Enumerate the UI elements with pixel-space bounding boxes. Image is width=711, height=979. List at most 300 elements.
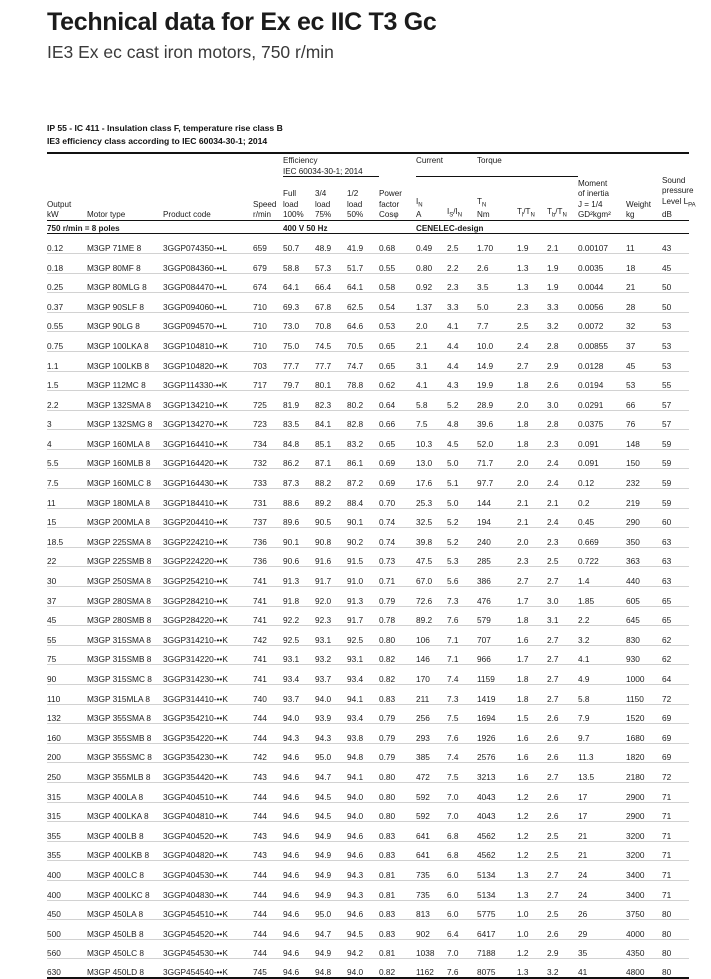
table-row (47, 920, 689, 940)
table-row (47, 822, 689, 842)
cell-efficiency-three-quarter-load: 95.0 (315, 743, 347, 763)
cell-weight-kg: 3200 (626, 822, 662, 842)
cell-efficiency-three-quarter-load: 89.2 (315, 489, 347, 509)
col-header-tn-subscript: N (481, 202, 487, 209)
col-header-tn-symbol: T (477, 196, 482, 206)
cell-sound-pressure-db: 59 (662, 469, 689, 489)
cell-efficiency-half-load: 91.5 (347, 547, 379, 567)
cell-rated-torque: 8075 (477, 959, 517, 979)
table-row (47, 371, 689, 391)
cell-power-factor: 0.70 (379, 489, 416, 509)
cell-efficiency-full-load: 94.6 (283, 782, 315, 802)
cell-rated-current: 641 (416, 841, 447, 861)
cell-motor-type: M3GP 90SLF 8 (87, 293, 163, 313)
cell-current-ratio: 7.1 (447, 626, 477, 646)
cell-product-code: 3GGP354210-••K (163, 704, 253, 724)
table-row (47, 351, 689, 371)
col-header-is-mid: /I (453, 207, 458, 217)
table-row (47, 312, 689, 332)
cell-motor-type: M3GP 355SMC 8 (87, 743, 163, 763)
cell-rated-torque: 7188 (477, 939, 517, 959)
table-row (47, 508, 689, 528)
cell-motor-type: M3GP 400LB 8 (87, 822, 163, 842)
col-header-pf-line2: factor (379, 199, 400, 209)
cell-locked-rotor-torque-ratio: 1.2 (517, 802, 547, 822)
cell-breakdown-torque-ratio: 2.5 (547, 822, 578, 842)
cell-efficiency-full-load: 91.3 (283, 567, 315, 587)
table-row (47, 489, 689, 509)
cell-speed-rpm: 744 (253, 880, 283, 900)
cell-sound-pressure-db: 63 (662, 547, 689, 567)
table-row (47, 293, 689, 313)
cell-motor-type: M3GP 450LA 8 (87, 900, 163, 920)
cell-speed-rpm: 745 (253, 959, 283, 979)
cell-motor-type: M3GP 315MLA 8 (87, 685, 163, 705)
cell-output-kw: 315 (47, 802, 87, 822)
cell-efficiency-half-load: 94.3 (347, 861, 379, 881)
cell-efficiency-three-quarter-load: 94.5 (315, 802, 347, 822)
group-header-row-2 (47, 165, 689, 176)
cell-efficiency-three-quarter-load: 94.5 (315, 782, 347, 802)
cell-output-kw: 315 (47, 782, 87, 802)
cell-current-ratio: 2.2 (447, 253, 477, 273)
cell-speed-rpm: 710 (253, 293, 283, 313)
col-header-tl-subscript: l (521, 212, 524, 219)
cell-sound-pressure-db: 60 (662, 508, 689, 528)
col-header-inertia-line1: Moment (578, 178, 608, 188)
cell-efficiency-half-load: 94.6 (347, 900, 379, 920)
specification-note (47, 122, 687, 149)
cell-speed-rpm: 731 (253, 489, 283, 509)
cell-rated-current: 385 (416, 743, 447, 763)
cell-current-ratio: 7.0 (447, 782, 477, 802)
cell-output-kw: 355 (47, 822, 87, 842)
cell-output-kw: 75 (47, 645, 87, 665)
cell-current-ratio: 7.0 (447, 802, 477, 822)
cell-rated-current: 13.0 (416, 449, 447, 469)
cell-efficiency-half-load: 94.8 (347, 743, 379, 763)
cell-product-code: 3GGP454520-••K (163, 920, 253, 940)
cell-sound-pressure-db: 71 (662, 841, 689, 861)
cell-power-factor: 0.83 (379, 822, 416, 842)
cell-efficiency-full-load: 92.2 (283, 606, 315, 626)
cell-efficiency-half-load: 94.5 (347, 920, 379, 940)
cell-rated-torque: 39.6 (477, 410, 517, 430)
cell-moment-of-inertia: 0.0072 (578, 312, 626, 332)
cell-breakdown-torque-ratio: 2.7 (547, 763, 578, 783)
spec-note-line-1: IP 55 - IC 411 - Insulation class F, temperature rise class B (47, 123, 283, 133)
cell-rated-current: 89.2 (416, 606, 447, 626)
cell-rated-current: 47.5 (416, 547, 447, 567)
cell-sound-pressure-db: 57 (662, 410, 689, 430)
cell-current-ratio: 2.3 (447, 273, 477, 293)
cell-weight-kg: 53 (626, 371, 662, 391)
cell-weight-kg: 1820 (626, 743, 662, 763)
cell-efficiency-three-quarter-load: 80.1 (315, 371, 347, 391)
table-band-row (47, 221, 689, 234)
cell-product-code: 3GGP084360-••L (163, 253, 253, 273)
cell-efficiency-half-load: 93.8 (347, 724, 379, 744)
cell-efficiency-full-load: 94.6 (283, 880, 315, 900)
cell-product-code: 3GGP084470-••L (163, 273, 253, 293)
cell-efficiency-full-load: 79.7 (283, 371, 315, 391)
cell-product-code: 3GGP114330-••K (163, 371, 253, 391)
cell-efficiency-three-quarter-load: 82.3 (315, 391, 347, 411)
cell-efficiency-half-load: 91.3 (347, 587, 379, 607)
cell-motor-type: M3GP 90LG 8 (87, 312, 163, 332)
col-header-weight-line1: Weight (626, 199, 652, 209)
cell-efficiency-half-load: 91.0 (347, 567, 379, 587)
cell-moment-of-inertia: 0.091 (578, 449, 626, 469)
cell-current-ratio: 5.2 (447, 528, 477, 548)
cell-sound-pressure-db: 71 (662, 880, 689, 900)
cell-efficiency-three-quarter-load: 94.7 (315, 920, 347, 940)
col-header-pf-line1: Power (379, 189, 402, 199)
col-header-eff-34-line1: 3/4 (315, 189, 327, 199)
cell-rated-current: 67.0 (416, 567, 447, 587)
cell-power-factor: 0.83 (379, 900, 416, 920)
cell-speed-rpm: 744 (253, 939, 283, 959)
cell-moment-of-inertia: 1.4 (578, 567, 626, 587)
cell-efficiency-full-load: 84.8 (283, 430, 315, 450)
cell-rated-torque: 10.0 (477, 332, 517, 352)
col-header-breakdown-torque (547, 176, 578, 221)
cell-efficiency-full-load: 90.6 (283, 547, 315, 567)
cell-breakdown-torque-ratio: 2.3 (547, 430, 578, 450)
cell-motor-type: M3GP 225SMB 8 (87, 547, 163, 567)
cell-moment-of-inertia: 4.1 (578, 645, 626, 665)
cell-output-kw: 250 (47, 763, 87, 783)
cell-output-kw: 400 (47, 880, 87, 900)
cell-rated-torque: 194 (477, 508, 517, 528)
cell-breakdown-torque-ratio: 2.4 (547, 449, 578, 469)
cell-current-ratio: 7.3 (447, 685, 477, 705)
cell-locked-rotor-torque-ratio: 1.3 (517, 861, 547, 881)
cell-breakdown-torque-ratio: 2.6 (547, 743, 578, 763)
cell-rated-current: 4.1 (416, 371, 447, 391)
cell-product-code: 3GGP284220-••K (163, 606, 253, 626)
cell-locked-rotor-torque-ratio: 2.0 (517, 469, 547, 489)
cell-efficiency-full-load: 93.1 (283, 645, 315, 665)
cell-motor-type: M3GP 450LB 8 (87, 920, 163, 940)
cell-moment-of-inertia: 0.0035 (578, 253, 626, 273)
cell-rated-current: 592 (416, 782, 447, 802)
cell-breakdown-torque-ratio: 2.7 (547, 685, 578, 705)
cell-efficiency-half-load: 94.6 (347, 841, 379, 861)
cell-current-ratio: 6.0 (447, 861, 477, 881)
cell-breakdown-torque-ratio: 2.7 (547, 626, 578, 646)
cell-efficiency-full-load: 91.8 (283, 587, 315, 607)
cell-locked-rotor-torque-ratio: 2.1 (517, 489, 547, 509)
cell-efficiency-half-load: 94.0 (347, 802, 379, 822)
cell-breakdown-torque-ratio: 2.6 (547, 920, 578, 940)
cell-power-factor: 0.81 (379, 861, 416, 881)
cell-breakdown-torque-ratio: 3.2 (547, 959, 578, 979)
cell-efficiency-three-quarter-load: 48.9 (315, 234, 347, 254)
technical-data-table (47, 152, 696, 979)
col-header-eff-full-line1: Full (283, 189, 297, 199)
cell-locked-rotor-torque-ratio: 1.2 (517, 782, 547, 802)
cell-moment-of-inertia: 0.2 (578, 489, 626, 509)
cell-efficiency-full-load: 94.0 (283, 704, 315, 724)
cell-rated-torque: 5134 (477, 861, 517, 881)
col-header-locked-rotor-torque (517, 176, 547, 221)
cell-efficiency-half-load: 88.4 (347, 489, 379, 509)
table-row (47, 430, 689, 450)
cell-current-ratio: 6.0 (447, 880, 477, 900)
cell-moment-of-inertia: 0.722 (578, 547, 626, 567)
cell-moment-of-inertia: 0.12 (578, 469, 626, 489)
cell-efficiency-full-load: 92.5 (283, 626, 315, 646)
cell-sound-pressure-db: 55 (662, 371, 689, 391)
table-row (47, 645, 689, 665)
cell-moment-of-inertia: 17 (578, 782, 626, 802)
group-torque-underline (477, 165, 578, 176)
cell-output-kw: 30 (47, 567, 87, 587)
cell-power-factor: 0.66 (379, 410, 416, 430)
cell-sound-pressure-db: 59 (662, 449, 689, 469)
cell-motor-type: M3GP 315SMA 8 (87, 626, 163, 646)
col-header-is-subscript: S (449, 212, 454, 219)
cell-rated-torque: 5775 (477, 900, 517, 920)
col-header-spl-line2: pressure (662, 186, 694, 196)
cell-moment-of-inertia: 0.00855 (578, 332, 626, 352)
cell-weight-kg: 290 (626, 508, 662, 528)
col-header-eff-34-line3: 75% (315, 210, 332, 219)
cell-breakdown-torque-ratio: 2.7 (547, 861, 578, 881)
cell-efficiency-three-quarter-load: 95.0 (315, 900, 347, 920)
cell-current-ratio: 4.3 (447, 371, 477, 391)
cell-speed-rpm: 703 (253, 351, 283, 371)
table-row (47, 685, 689, 705)
cell-power-factor: 0.68 (379, 234, 416, 254)
cell-breakdown-torque-ratio: 2.5 (547, 900, 578, 920)
cell-rated-current: 17.6 (416, 469, 447, 489)
cell-locked-rotor-torque-ratio: 1.8 (517, 371, 547, 391)
cell-output-kw: 0.18 (47, 253, 87, 273)
cell-power-factor: 0.79 (379, 704, 416, 724)
cell-output-kw: 4 (47, 430, 87, 450)
cell-weight-kg: 440 (626, 567, 662, 587)
cell-weight-kg: 3400 (626, 880, 662, 900)
cell-current-ratio: 7.4 (447, 665, 477, 685)
cell-efficiency-full-load: 69.3 (283, 293, 315, 313)
cell-weight-kg: 2900 (626, 802, 662, 822)
col-header-spl-subscript: PA (688, 202, 696, 209)
cell-power-factor: 0.73 (379, 547, 416, 567)
cell-locked-rotor-torque-ratio: 1.8 (517, 430, 547, 450)
cell-output-kw: 400 (47, 861, 87, 881)
cell-efficiency-three-quarter-load: 92.3 (315, 606, 347, 626)
table-row (47, 606, 689, 626)
cell-product-code: 3GGP314230-••K (163, 665, 253, 685)
cell-product-code: 3GGP164410-••K (163, 430, 253, 450)
cell-locked-rotor-torque-ratio: 1.7 (517, 587, 547, 607)
cell-weight-kg: 45 (626, 351, 662, 371)
cell-sound-pressure-db: 53 (662, 312, 689, 332)
cell-rated-torque: 28.9 (477, 391, 517, 411)
cell-current-ratio: 4.4 (447, 351, 477, 371)
cell-weight-kg: 11 (626, 234, 662, 254)
col-header-tl-mid: /T (523, 207, 531, 217)
cell-power-factor: 0.79 (379, 587, 416, 607)
cell-efficiency-three-quarter-load: 94.3 (315, 724, 347, 744)
cell-locked-rotor-torque-ratio: 2.4 (517, 332, 547, 352)
cell-efficiency-half-load: 93.4 (347, 665, 379, 685)
col-header-sound-pressure (662, 176, 696, 221)
table-row (47, 743, 689, 763)
cell-moment-of-inertia: 1.85 (578, 587, 626, 607)
cell-weight-kg: 4800 (626, 959, 662, 979)
cell-efficiency-three-quarter-load: 94.9 (315, 880, 347, 900)
cell-current-ratio: 5.2 (447, 391, 477, 411)
cell-output-kw: 22 (47, 547, 87, 567)
cell-efficiency-half-load: 91.7 (347, 606, 379, 626)
cell-rated-torque: 4043 (477, 782, 517, 802)
cell-motor-type: M3GP 450LD 8 (87, 959, 163, 979)
cell-moment-of-inertia: 0.0044 (578, 273, 626, 293)
cell-power-factor: 0.80 (379, 763, 416, 783)
cell-efficiency-half-load: 94.6 (347, 822, 379, 842)
cell-rated-current: 146 (416, 645, 447, 665)
table-row (47, 802, 689, 822)
cell-motor-type: M3GP 112MC 8 (87, 371, 163, 391)
table-row (47, 567, 689, 587)
cell-sound-pressure-db: 43 (662, 234, 689, 254)
cell-rated-current: 32.5 (416, 508, 447, 528)
cell-current-ratio: 7.3 (447, 587, 477, 607)
cell-efficiency-three-quarter-load: 91.7 (315, 567, 347, 587)
cell-efficiency-three-quarter-load: 77.7 (315, 351, 347, 371)
cell-power-factor: 0.65 (379, 351, 416, 371)
cell-rated-torque: 966 (477, 645, 517, 665)
cell-efficiency-three-quarter-load: 85.1 (315, 430, 347, 450)
cell-motor-type: M3GP 180MLA 8 (87, 489, 163, 509)
cell-output-kw: 630 (47, 959, 87, 979)
cell-efficiency-half-load: 64.6 (347, 312, 379, 332)
cell-current-ratio: 7.5 (447, 763, 477, 783)
col-header-in-subscript: N (418, 202, 423, 209)
cell-motor-type: M3GP 160MLB 8 (87, 449, 163, 469)
cell-sound-pressure-db: 63 (662, 528, 689, 548)
table-row (47, 724, 689, 744)
cell-power-factor: 0.79 (379, 724, 416, 744)
col-header-eff-three-quarter (315, 176, 347, 221)
cell-speed-rpm: 744 (253, 704, 283, 724)
cell-moment-of-inertia: 11.3 (578, 743, 626, 763)
table-row (47, 763, 689, 783)
cell-motor-type: M3GP 400LKC 8 (87, 880, 163, 900)
col-header-current-ratio (447, 176, 477, 221)
cell-rated-torque: 2576 (477, 743, 517, 763)
col-header-tl-symbol: T (517, 207, 522, 217)
cell-product-code: 3GGP314220-••K (163, 645, 253, 665)
cell-efficiency-half-load: 92.5 (347, 626, 379, 646)
table-row (47, 528, 689, 548)
cell-rated-torque: 5134 (477, 880, 517, 900)
cell-breakdown-torque-ratio: 2.6 (547, 724, 578, 744)
cell-product-code: 3GGP094060-••L (163, 293, 253, 313)
cell-breakdown-torque-ratio: 2.8 (547, 332, 578, 352)
cell-sound-pressure-db: 65 (662, 606, 689, 626)
cell-current-ratio: 7.1 (447, 645, 477, 665)
cell-motor-type: M3GP 280SMA 8 (87, 587, 163, 607)
cell-rated-torque: 2.6 (477, 253, 517, 273)
cell-weight-kg: 363 (626, 547, 662, 567)
cell-motor-type: M3GP 250SMA 8 (87, 567, 163, 587)
cell-locked-rotor-torque-ratio: 2.1 (517, 508, 547, 528)
cell-efficiency-three-quarter-load: 93.2 (315, 645, 347, 665)
cell-output-kw: 3 (47, 410, 87, 430)
cell-sound-pressure-db: 62 (662, 626, 689, 646)
cell-efficiency-three-quarter-load: 57.3 (315, 253, 347, 273)
cell-breakdown-torque-ratio: 2.5 (547, 547, 578, 567)
cell-efficiency-half-load: 90.1 (347, 508, 379, 528)
cell-efficiency-full-load: 93.4 (283, 665, 315, 685)
cell-efficiency-three-quarter-load: 94.8 (315, 959, 347, 979)
cell-moment-of-inertia: 0.091 (578, 430, 626, 450)
cell-output-kw: 450 (47, 900, 87, 920)
cell-speed-rpm: 743 (253, 841, 283, 861)
cell-efficiency-full-load: 94.6 (283, 763, 315, 783)
group-efficiency-standard: IEC 60034-30-1; 2014 (283, 165, 379, 176)
band-design-label: CENELEC-design (416, 221, 578, 234)
cell-output-kw: 200 (47, 743, 87, 763)
cell-locked-rotor-torque-ratio: 1.9 (517, 234, 547, 254)
cell-sound-pressure-db: 71 (662, 861, 689, 881)
cell-efficiency-half-load: 94.3 (347, 880, 379, 900)
cell-sound-pressure-db: 69 (662, 724, 689, 744)
col-header-rated-torque (477, 176, 517, 221)
cell-rated-current: 5.8 (416, 391, 447, 411)
cell-rated-torque: 1694 (477, 704, 517, 724)
cell-weight-kg: 76 (626, 410, 662, 430)
cell-rated-torque: 3.5 (477, 273, 517, 293)
cell-rated-current: 1.37 (416, 293, 447, 313)
cell-output-kw: 0.75 (47, 332, 87, 352)
cell-moment-of-inertia: 2.2 (578, 606, 626, 626)
cell-current-ratio: 7.6 (447, 959, 477, 979)
cell-product-code: 3GGP404830-••K (163, 880, 253, 900)
cell-rated-torque: 1926 (477, 724, 517, 744)
table-body (47, 234, 689, 979)
cell-weight-kg: 3400 (626, 861, 662, 881)
cell-product-code: 3GGP454540-••K (163, 959, 253, 979)
cell-power-factor: 0.74 (379, 508, 416, 528)
cell-sound-pressure-db: 71 (662, 782, 689, 802)
cell-speed-rpm: 737 (253, 508, 283, 528)
cell-speed-rpm: 674 (253, 273, 283, 293)
cell-efficiency-half-load: 62.5 (347, 293, 379, 313)
col-header-power-factor (379, 176, 419, 221)
cell-locked-rotor-torque-ratio: 2.3 (517, 547, 547, 567)
cell-locked-rotor-torque-ratio: 1.7 (517, 645, 547, 665)
cell-sound-pressure-db: 72 (662, 685, 689, 705)
cell-motor-type: M3GP 71ME 8 (87, 234, 163, 254)
cell-sound-pressure-db: 65 (662, 587, 689, 607)
cell-moment-of-inertia: 5.8 (578, 685, 626, 705)
cell-efficiency-half-load: 78.8 (347, 371, 379, 391)
cell-power-factor: 0.81 (379, 939, 416, 959)
cell-power-factor: 0.69 (379, 449, 416, 469)
col-header-in-symbol: I (416, 196, 419, 206)
cell-rated-current: 10.3 (416, 430, 447, 450)
table-row (47, 234, 689, 254)
cell-efficiency-full-load: 73.0 (283, 312, 315, 332)
cell-current-ratio: 6.4 (447, 920, 477, 940)
cell-breakdown-torque-ratio: 3.0 (547, 587, 578, 607)
col-header-spl-line1: Sound (662, 176, 686, 185)
